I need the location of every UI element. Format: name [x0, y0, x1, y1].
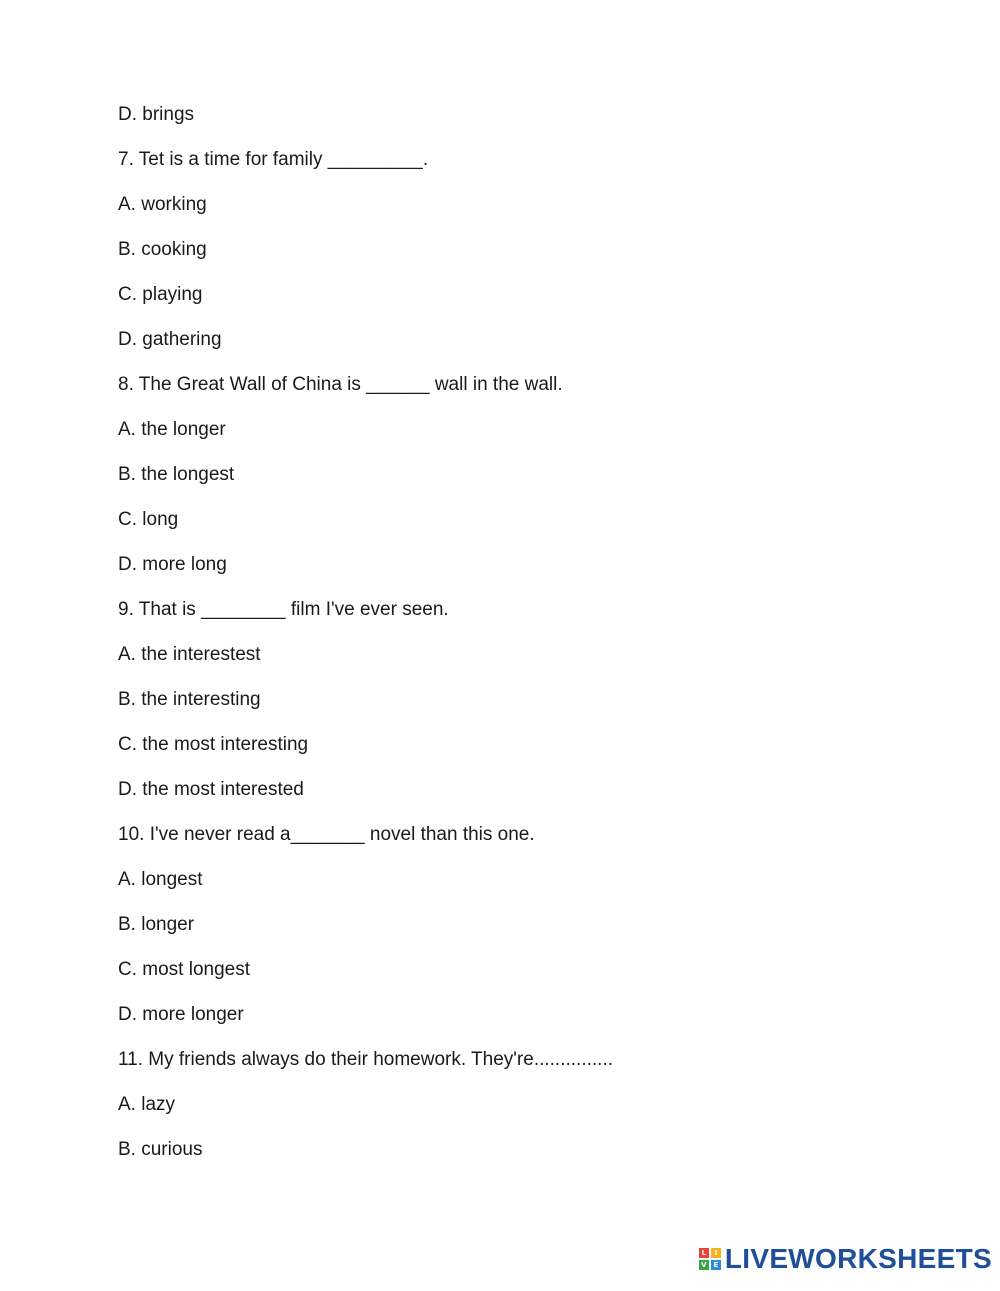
logo-tile-v: V: [699, 1260, 709, 1270]
answer-option: D. gathering: [118, 329, 222, 350]
question-text: 10. I've never read a_______ novel than this one.: [118, 824, 535, 845]
answer-option: D. more longer: [118, 1004, 244, 1025]
answer-option: A. longest: [118, 869, 203, 890]
question-text: 8. The Great Wall of China is ______ wall in the wall.: [118, 374, 563, 395]
answer-option: B. cooking: [118, 239, 207, 260]
answer-option: C. long: [118, 509, 179, 530]
question-text: 9. That is ________ film I've ever seen.: [118, 599, 449, 620]
answer-option: D. the most interested: [118, 779, 304, 800]
answer-option: A. working: [118, 194, 207, 215]
answer-option: A. lazy: [118, 1094, 176, 1115]
brand-name: LIVEWORKSHEETS: [724, 1243, 992, 1274]
answer-option: B. curious: [118, 1139, 203, 1160]
answer-option: D. brings: [118, 104, 195, 125]
brand-logo: [699, 1243, 992, 1275]
answer-option: B. the interesting: [118, 689, 261, 710]
logo-tile-i: I: [711, 1248, 721, 1258]
logo-tile-l: L: [699, 1248, 709, 1258]
answer-option: A. the longer: [118, 419, 226, 440]
question-text: 7. Tet is a time for family _________.: [118, 149, 429, 170]
worksheet-body: [118, 102, 918, 1182]
answer-option: C. playing: [118, 284, 203, 305]
question-text: 11. My friends always do their homework. They're...............: [118, 1049, 614, 1070]
answer-option: C. most longest: [118, 959, 250, 980]
answer-option: D. more long: [118, 554, 227, 575]
answer-option: B. the longest: [118, 464, 235, 485]
liveworksheets-logo-icon: [699, 1248, 721, 1270]
logo-tile-e: E: [711, 1260, 721, 1270]
answer-option: A. the interestest: [118, 644, 261, 665]
answer-option: B. longer: [118, 914, 195, 935]
answer-option: C. the most interesting: [118, 734, 309, 755]
